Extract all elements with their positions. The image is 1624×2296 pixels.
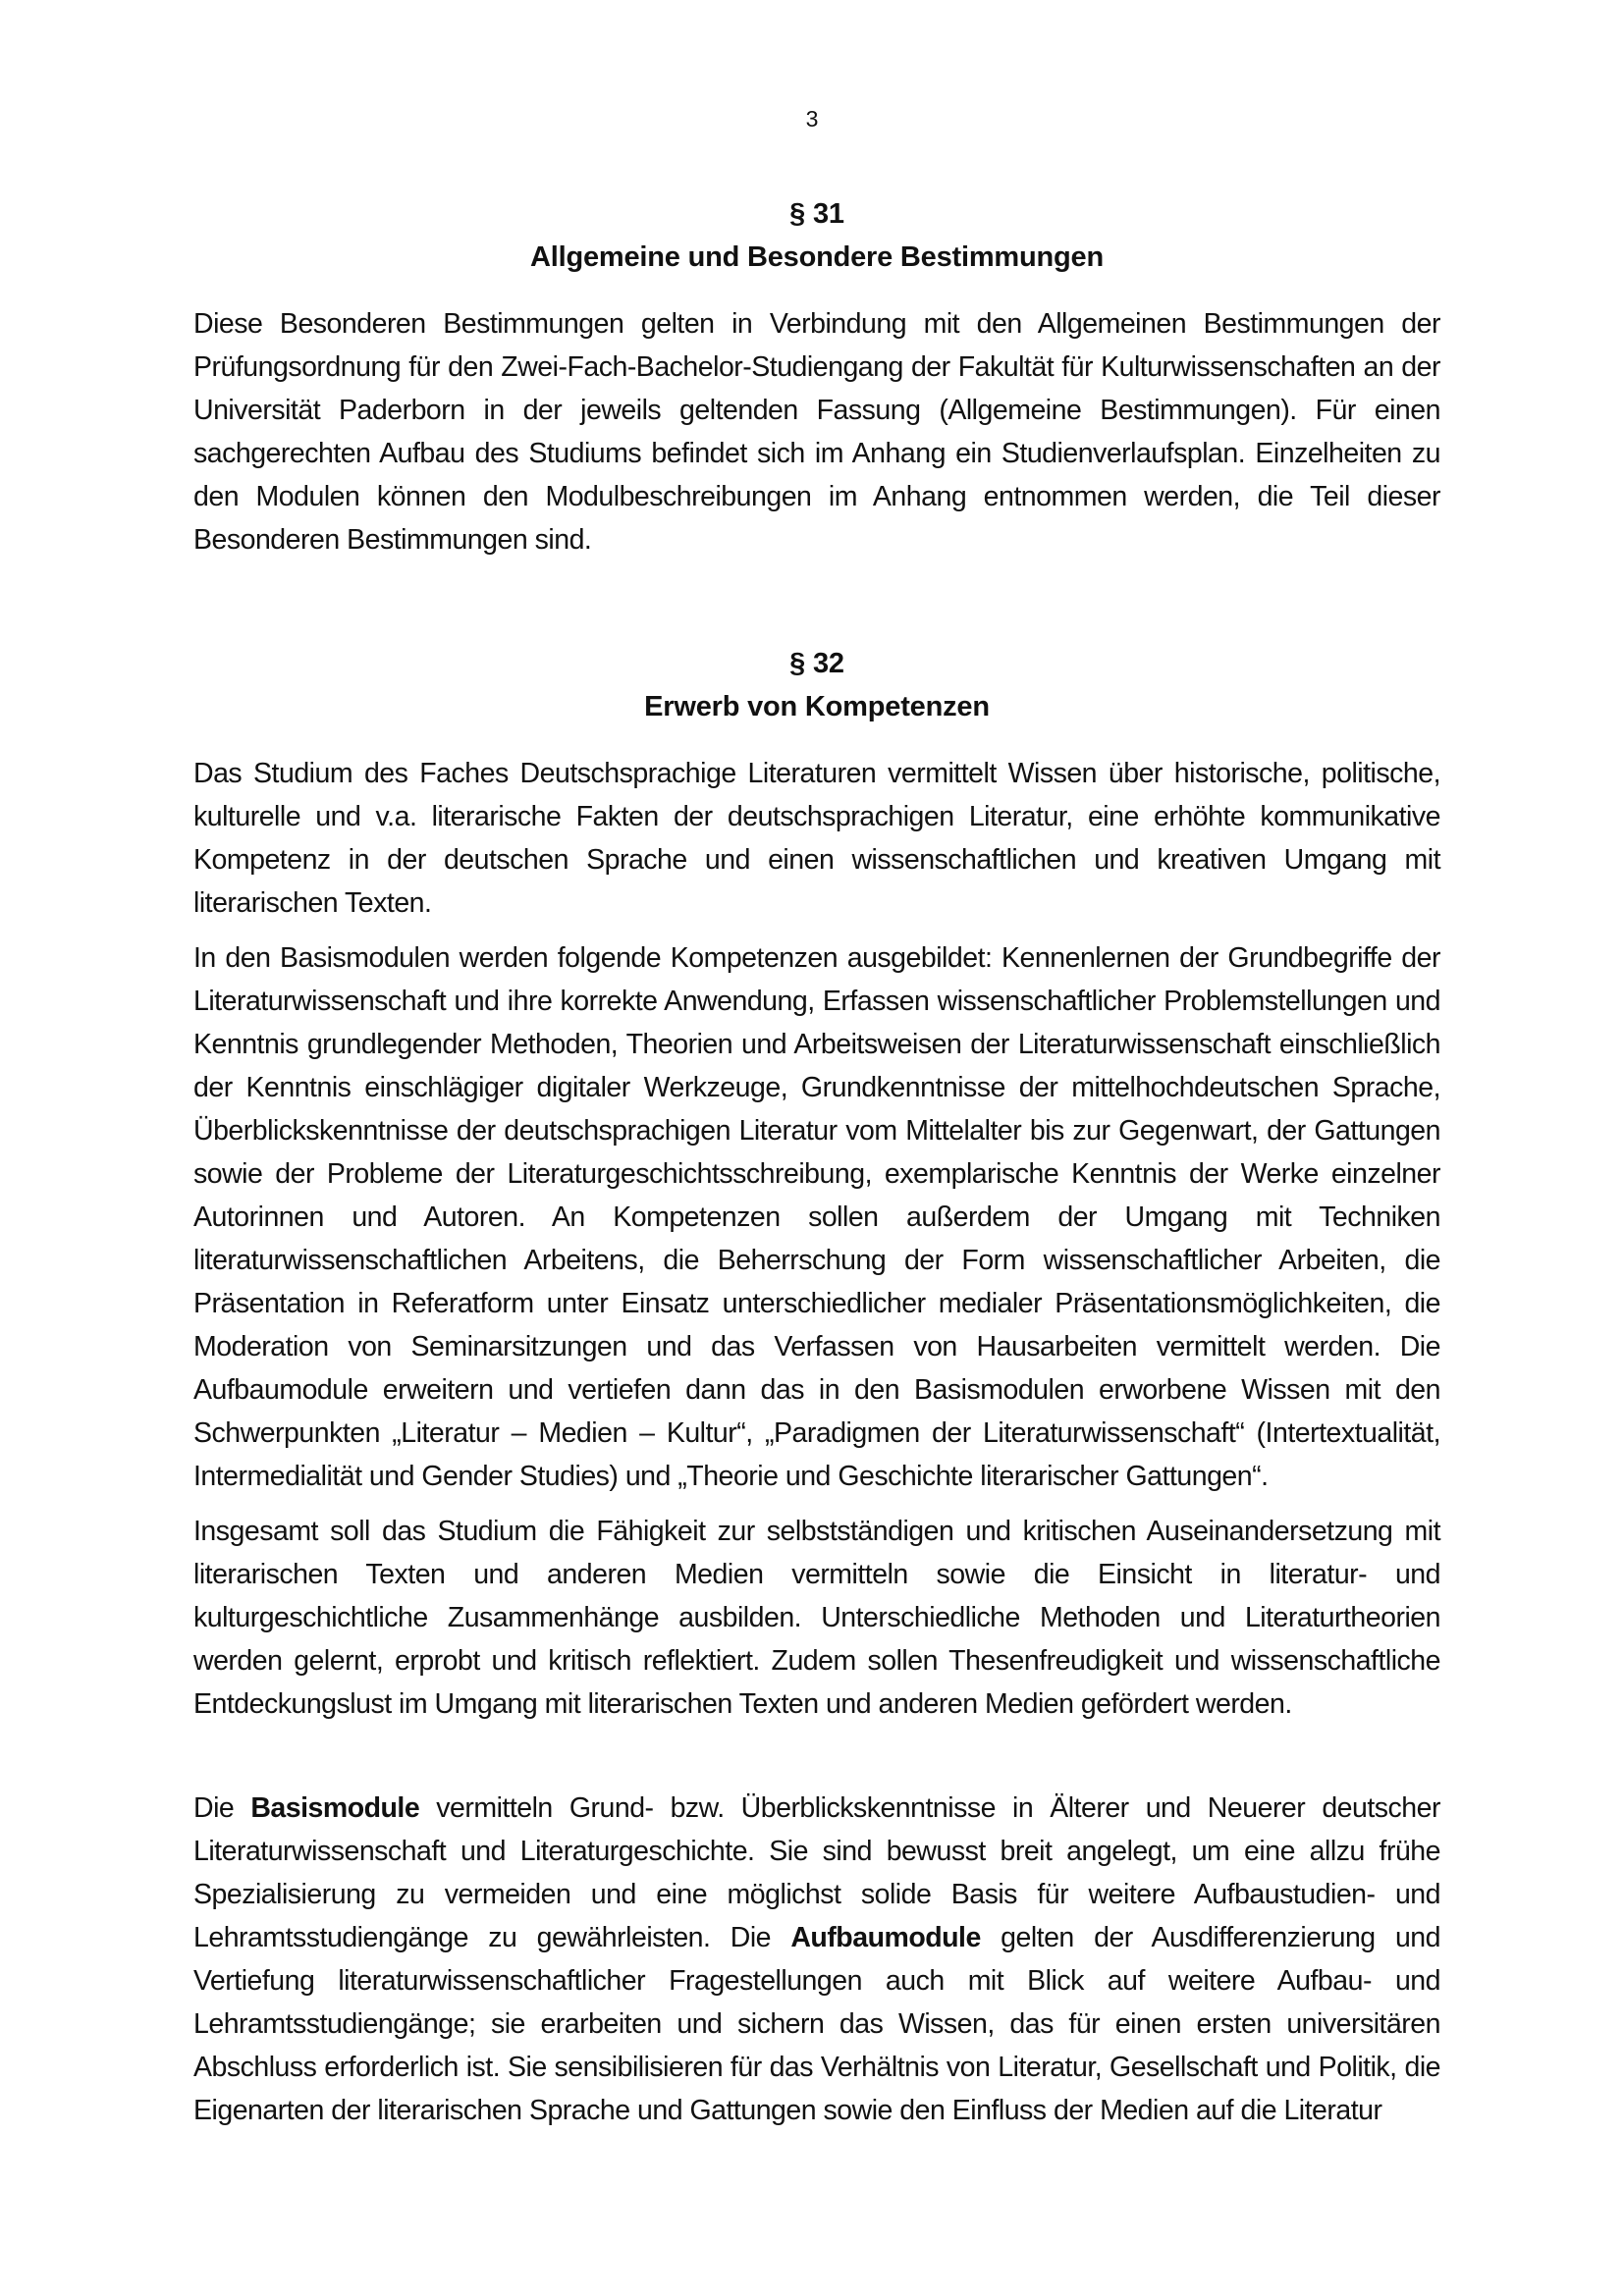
term-aufbaumodule: Aufbaumodule bbox=[790, 1922, 981, 1953]
paragraph-modules bbox=[193, 1787, 1440, 2132]
document-body bbox=[193, 192, 1440, 2132]
text-run: gelten der Ausdifferenzierung und Vertiefung literaturwissenschaftlicher Fragestellungen auch mit Blick auf weitere Aufbau- und Lehramtsstudiengänge; sie erarbeiten und sichern das Wissen, das für einen ersten universitären Abschluss erforderlich ist. Sie sensibilisieren für das Verhältnis von Literatur, Gesellschaft und Politik, die Eigenarten der literarischen Sprache und Gattungen sowie den Einfluss der Medien auf die Literatur bbox=[193, 1922, 1440, 2126]
page-number: 3 bbox=[805, 106, 819, 132]
term-basismodule: Basismodule bbox=[250, 1792, 420, 1824]
section-title: Erwerb von Kompetenzen bbox=[644, 691, 990, 722]
section-number: § 32 bbox=[789, 648, 844, 679]
section-title: Allgemeine und Besondere Bestimmungen bbox=[530, 241, 1104, 273]
section-number: § 31 bbox=[789, 198, 844, 230]
paragraph: Insgesamt soll das Studium die Fähigkeit zur selbstständigen und kritischen Auseinandersetzung mit literarischen Texten und anderen Medien vermitteln sowie die Einsicht in literatur- und kulturgeschichtliche Zusammenhänge ausbilden. Unterschiedliche Methoden und Literaturtheorien werden gelernt, erprobt und kritisch reflektiert. Zudem sollen Thesenfreudigkeit und wissenschaftliche Entdeckungslust im Umgang mit literarischen Texten und anderen Medien gefördert werden. bbox=[193, 1516, 1440, 1720]
text-run: Die bbox=[193, 1792, 251, 1824]
text-run: vermitteln Grund- bzw. Überblickskenntnisse in Älterer und Neuerer deutscher Literaturwissenschaft und Literaturgeschichte. Sie sind bewusst breit angelegt, um eine allzu frühe Spezialisierung zu vermeiden und eine möglichst solide Basis für weitere Aufbaustudien- und Lehramtsstudiengänge zu gewährleisten. Die bbox=[193, 1792, 1440, 1953]
paragraph: In den Basismodulen werden folgende Kompetenzen ausgebildet: Kennenlernen der Grundbegriffe der Literaturwissenschaft und ihre korrekte Anwendung, Erfassen wissenschaftlicher Problemstellungen und Kenntnis grundlegender Methoden, Theorien und Arbeitsweisen der Literaturwissenschaft einschließlich der Kenntnis einschlägiger digitaler Werkzeuge, Grundkenntnisse der mittelhochdeutschen Sprache, Überblickskenntnisse der deutschsprachigen Literatur vom Mittelalter bis zur Gegenwart, der Gattungen sowie der Probleme der Literaturgeschichtsschreibung, exemplarische Kenntnis der Werke einzelner Autorinnen und Autoren. An Kompetenzen sollen außerdem der Umgang mit Techniken literaturwissenschaftlichen Arbeitens, die Beherrschung der Form wissenschaftlicher Arbeiten, die Präsentation in Referatform unter Einsatz unterschiedlicher medialer Präsentationsmöglichkeiten, die Moderation von Seminarsitzungen und das Verfassen von Hausarbeiten vermittelt werden. Die Aufbaumodule erweitern und vertiefen dann das in den Basismodulen erworbene Wissen mit den Schwerpunkten „Literatur – Medien – Kultur“, „Paradigmen der Literaturwissenschaft“ (Intertextualität, Intermedialität und Gender Studies) und „Theorie und Geschichte literarischer Gattungen“. bbox=[193, 942, 1440, 1492]
paragraph: Das Studium des Faches Deutschsprachige Literaturen vermittelt Wissen über historische, politische, kulturelle und v.a. literarische Fakten der deutschsprachigen Literatur, eine erhöhte kommunikative Kompetenz in der deutschen Sprache und einen wissenschaftlichen und kreativen Umgang mit literarischen Texten. bbox=[193, 758, 1440, 919]
paragraph: Diese Besonderen Bestimmungen gelten in Verbindung mit den Allgemeinen Bestimmungen der Prüfungsordnung für den Zwei-Fach-Bachelor-Studiengang der Fakultät für Kulturwissenschaften an der Universität Paderborn in der jeweils geltenden Fassung (Allgemeine Bestimmungen). Für einen sachgerechten Aufbau des Studiums befindet sich im Anhang ein Studienverlaufsplan. Einzelheiten zu den Modulen können den Modulbeschreibungen im Anhang entnommen werden, die Teil dieser Besonderen Bestimmungen sind. bbox=[193, 308, 1440, 556]
